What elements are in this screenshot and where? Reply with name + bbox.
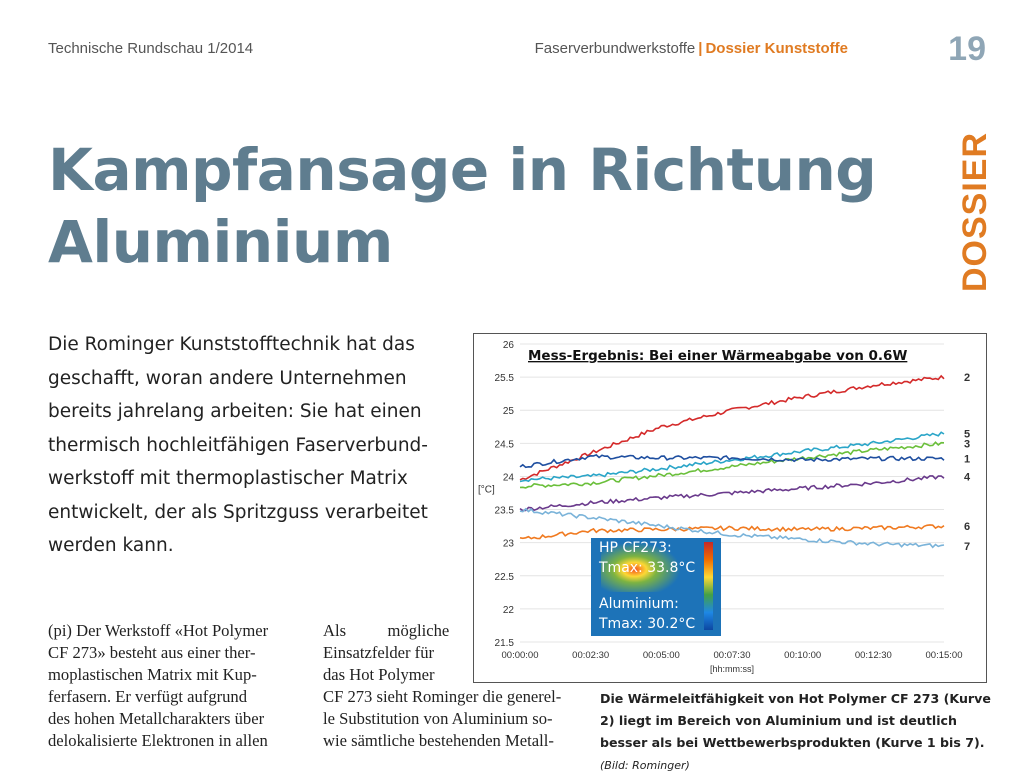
lead-line: entwickelt, der als Spritzguss verarbeitet	[48, 501, 428, 523]
section-name: Faserverbundwerkstoffe	[534, 40, 696, 57]
x-tick-label: 00:02:30	[572, 650, 610, 661]
body-line: delokalisierte Elektronen in allen	[48, 731, 268, 750]
thermal-color-scale	[704, 542, 713, 630]
series-label: 3	[964, 438, 971, 451]
title-line: Kampfansage in Richtung	[48, 136, 877, 204]
x-tick-label: 00:05:00	[642, 650, 680, 661]
inset-label-aluminium: Aluminium:	[599, 596, 679, 612]
y-tick-label: 22	[502, 604, 514, 616]
body-line: Einsatzfelder für	[323, 643, 435, 662]
thermal-image-inset	[591, 538, 721, 636]
y-tick-label: 24	[502, 472, 514, 484]
caption-credit: (Bild: Rominger)	[600, 759, 690, 772]
x-tick-label: 00:00:00	[501, 650, 539, 661]
figure-caption	[600, 688, 992, 777]
lead-line: werkstoff mit thermoplastischer Matrix	[48, 468, 408, 489]
lead-line: geschafft, woran andere Unternehmen	[48, 367, 407, 389]
series-label: 1	[964, 453, 971, 466]
body-line: Als mögliche	[323, 621, 450, 640]
title-line: Aluminium	[48, 208, 393, 276]
body-line: CF 273» besteht aus einer ther-	[48, 643, 256, 662]
body-line: moplastischen Matrix mit Kup-	[48, 665, 257, 684]
inset-value-aluminium: Tmax: 30.2°C	[599, 616, 696, 632]
series-line-3	[520, 442, 944, 488]
header-separator: |	[698, 40, 703, 57]
y-tick-label: 25	[502, 406, 514, 418]
y-tick-label: 26	[502, 340, 514, 351]
series-label: 2	[964, 372, 971, 385]
y-tick-label: 22.5	[494, 571, 514, 583]
section-header	[535, 40, 848, 57]
series-line-2	[520, 376, 944, 480]
inset-value-hp: Tmax: 33.8°C	[599, 560, 696, 576]
caption-text: Die Wärmeleitfähigkeit von Hot Polymer CF 273 (Kurve 2) liegt im Bereich von Aluminium und ist deutlich besser als bei Wettbewerbsprodukten (Kurve 1 bis 7).	[600, 691, 991, 750]
x-axis-label: [hh:mm:ss]	[709, 664, 755, 674]
series-label: 4	[964, 471, 971, 484]
body-line: CF 273 sieht Rominger die generel-	[323, 687, 562, 706]
y-tick-label: 24.5	[494, 439, 514, 451]
chart-title: Mess-Ergebnis: Bei einer Wärmeabgabe von 0.6W	[528, 348, 908, 364]
series-line-5	[520, 432, 944, 481]
body-line: das Hot Polymer	[323, 665, 435, 684]
dossier-side-tag: DOSSIER	[956, 131, 994, 292]
dossier-label: Dossier Kunststoffe	[705, 40, 848, 57]
lead-line: bereits jahrelang arbeiten: Sie hat einen	[48, 401, 422, 422]
body-line: (pi) Der Werkstoff «Hot Polymer	[48, 621, 269, 640]
y-tick-label: 25.5	[494, 373, 514, 385]
body-column-1	[48, 620, 300, 752]
body-line: ferfasern. Er verfügt aufgrund	[48, 687, 248, 706]
series-label: 5	[964, 428, 971, 441]
y-axis-label: [°C]	[478, 484, 495, 496]
series-line-4	[520, 476, 944, 511]
lead-line: Die Rominger Kunststofftechnik hat das	[48, 334, 415, 355]
y-tick-label: 23	[502, 538, 514, 550]
x-tick-label: 00:07:30	[713, 650, 751, 661]
body-line: wie sämtliche bestehenden Metall-	[323, 731, 554, 750]
lead-line: werden kann.	[48, 535, 174, 556]
series-label: 7	[964, 540, 971, 553]
chart-svg	[474, 334, 988, 684]
article-title	[48, 134, 908, 278]
body-line: le Substitution von Aluminium so-	[323, 709, 553, 728]
inset-label-hp: HP CF273:	[599, 540, 672, 556]
lead-line: thermisch hochleitfähigen Faserverbund-	[48, 434, 428, 456]
y-tick-label: 21.5	[494, 638, 514, 649]
measurement-chart	[473, 333, 987, 683]
page-number: 19	[948, 30, 986, 68]
series-label: 6	[964, 521, 971, 534]
body-line: des hohen Metallcharakters über	[48, 709, 265, 728]
x-tick-label: 00:12:30	[854, 650, 892, 661]
x-tick-label: 00:10:00	[784, 650, 822, 661]
lead-paragraph	[48, 328, 428, 563]
magazine-name: Technische Rundschau 1/2014	[48, 40, 254, 57]
x-tick-label: 00:15:00	[925, 650, 963, 661]
y-tick-label: 23.5	[494, 505, 514, 517]
